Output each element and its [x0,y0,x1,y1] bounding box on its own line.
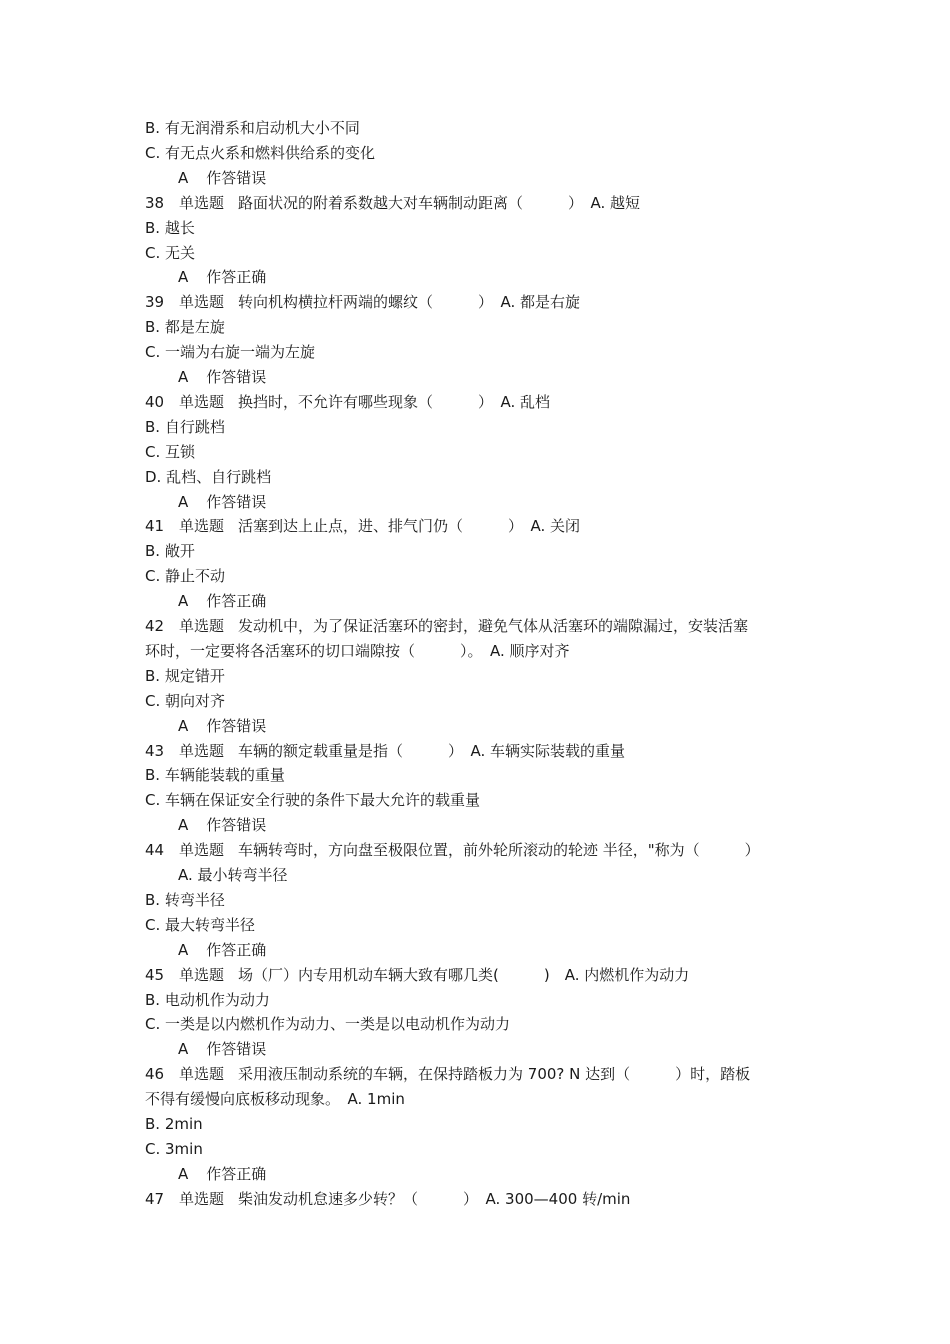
question-type: 单选题 [179,293,225,312]
question-continuation: A. 最小转弯半径 [178,866,288,884]
option-line: B. 2min [145,1115,203,1133]
answer-result: 作答错误 [206,492,267,511]
option-line: D. 乱档、自行跳档 [145,467,272,486]
question-number: 39 [145,293,165,312]
option-line: C. 静止不动 [145,567,226,586]
answer-result-line [178,716,266,736]
question-type: 单选题 [179,617,225,635]
answer-result-line [178,492,266,512]
question-type: 单选题 [179,517,225,536]
option-line: C. 互锁 [145,442,196,461]
question-text: 路面状况的附着系数越大对车辆制动距离（ ） A. 越短 [238,193,641,212]
question-text: 换挡时，不允许有哪些现象（ ） A. 乱档 [238,392,551,411]
question-continuation: 不得有缓慢向底板移动现象。 A. 1min [145,1090,405,1109]
answer-letter: A [178,816,189,835]
question-type: 单选题 [179,741,225,760]
question-number: 41 [145,517,165,536]
option-line: C. 一类是以内燃机作为动力、一类是以电动机作为动力 [145,1015,511,1034]
option-line: C. 朝向对齐 [145,691,226,710]
answer-letter: A [178,1040,189,1059]
question-type: 单选题 [179,1065,225,1084]
question-number: 44 [145,841,165,860]
answer-result: 作答错误 [206,716,267,735]
answer-result: 作答错误 [206,1040,267,1059]
answer-result-line [178,591,266,611]
question-type: 单选题 [179,965,225,984]
question-type: 单选题 [179,392,225,411]
option-line: C. 有无点火系和燃料供给系的变化 [145,143,376,162]
question-number: 46 [145,1065,165,1084]
question-line [145,292,580,312]
option-line: C. 3min [145,1139,203,1158]
question-line [145,1189,630,1209]
question-line [145,1064,750,1084]
answer-letter: A [178,268,189,287]
question-number: 43 [145,741,165,760]
answer-result-line [178,815,266,835]
answer-result: 作答错误 [206,368,267,386]
answer-letter: A [178,368,189,386]
question-type: 单选题 [179,1189,225,1208]
question-line [145,965,689,985]
question-number: 40 [145,392,165,411]
answer-result-line [178,367,266,387]
question-type: 单选题 [179,841,225,860]
question-line [145,516,580,536]
option-line: B. 车辆能装载的重量 [145,766,285,785]
answer-result: 作答正确 [206,592,267,611]
option-line: B. 自行跳档 [145,417,225,436]
question-text: 车辆的额定载重量是指（ ） A. 车辆实际装载的重量 [238,741,626,760]
answer-result: 作答正确 [206,268,267,287]
question-text: 活塞到达上止点，进、排气门仍（ ） A. 关闭 [238,517,581,536]
answer-result-line [178,168,266,188]
answer-result: 作答错误 [206,168,267,187]
question-text: 柴油发动机怠速多少转？（ ） A. 300—400 转/min [238,1189,631,1208]
answer-result-line [178,940,266,960]
option-line: B. 规定错开 [145,666,225,685]
option-line: B. 转弯半径 [145,890,225,909]
question-type: 单选题 [179,193,225,212]
answer-letter: A [178,492,189,511]
answer-letter: A [178,1164,189,1183]
question-text: 采用液压制动系统的车辆，在保持踏板力为 700? N 达到（ ）时，踏板 [238,1065,751,1084]
question-line [145,616,748,636]
answer-letter: A [178,168,189,187]
answer-letter: A [178,592,189,611]
question-continuation: 环时，一定要将各活塞环的切口端隙按（ ）。 A. 顺序对齐 [145,641,570,660]
question-text: 车辆转弯时，方向盘至极限位置，前外轮所滚动的轮迹 半径，"称为（ ） [238,841,760,860]
question-line [145,392,550,412]
option-line: B. 有无润滑系和启动机大小不同 [145,119,360,137]
option-line: B. 电动机作为动力 [145,990,270,1009]
question-number: 42 [145,617,165,635]
option-line: B. 越长 [145,218,195,237]
option-line: C. 无关 [145,243,196,262]
question-line [145,193,640,213]
answer-result-line [178,1164,266,1184]
question-number: 45 [145,965,165,984]
question-text: 发动机中，为了保证活塞环的密封，避免气体从活塞环的端隙漏过，安装活塞 [238,617,749,635]
answer-result: 作答正确 [206,1164,267,1183]
option-line: C. 车辆在保证安全行驶的条件下最大允许的载重量 [145,791,481,810]
question-text: 转向机构横拉杆两端的螺纹（ ） A. 都是右旋 [238,293,581,312]
answer-result: 作答正确 [206,940,267,959]
option-line: B. 都是左旋 [145,318,225,337]
answer-letter: A [178,716,189,735]
question-line [145,840,760,860]
answer-result-line [178,267,266,287]
answer-result-line [178,1039,266,1059]
question-text: 场（厂）内专用机动车辆大致有哪几类( ) A. 内燃机作为动力 [238,965,690,984]
option-line: C. 最大转弯半径 [145,915,256,934]
question-line [145,741,625,761]
option-line: B. 敞开 [145,542,195,561]
question-number: 38 [145,193,165,212]
answer-letter: A [178,940,189,959]
option-line: C. 一端为右旋一端为左旋 [145,343,316,362]
question-number: 47 [145,1189,165,1208]
answer-result: 作答错误 [206,816,267,835]
